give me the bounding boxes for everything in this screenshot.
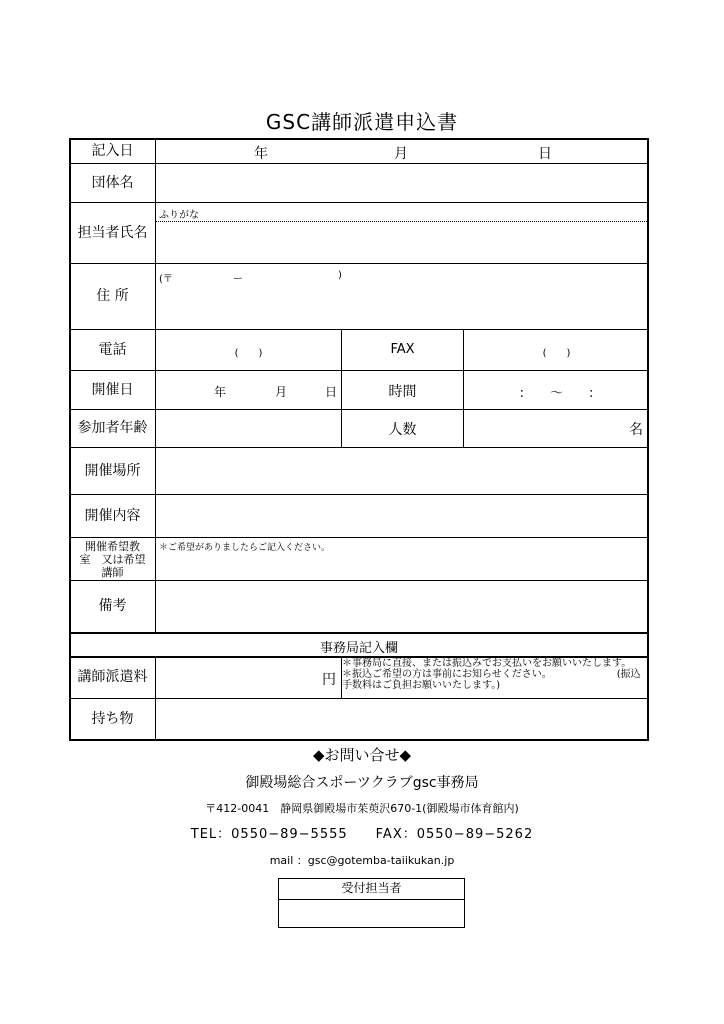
- date-year: 年: [254, 146, 268, 162]
- time-label: 時間: [388, 384, 417, 400]
- label-venue: 開催場所: [84, 462, 141, 479]
- label-address: 住 所: [96, 288, 129, 305]
- label-wish-line: 開催希望教: [85, 539, 140, 553]
- fax-paren: ( ): [542, 348, 571, 359]
- postal-open: (〒: [159, 274, 173, 285]
- postal-dash: ー: [233, 274, 243, 285]
- row-divider: [69, 329, 649, 330]
- wish-note: ＊ご希望がありましたらご記入ください。: [159, 543, 331, 553]
- label-wish-line: 講師: [101, 565, 124, 579]
- receiver-label: 受付担当者: [279, 879, 464, 900]
- count-label: 人数: [388, 422, 417, 438]
- fax-label: FAX: [390, 342, 415, 357]
- label-wish-line: 室 又は希望: [79, 552, 146, 566]
- fee-unit: 円: [322, 672, 336, 688]
- label-person: 担当者氏名: [77, 224, 148, 241]
- row-divider: [69, 537, 649, 538]
- organization-address: 〒412-0041 静岡県御殿場市茱萸沢670-1(御殿場市体育館内): [205, 802, 519, 815]
- label-wish: [69, 538, 156, 580]
- phone-paren: ( ): [234, 348, 263, 359]
- fee-payment-notice: ＊事務局に直接、または振込みでお支払いをお願いいたします。 ＊振込ご希望の方は事前にお知らせください。 (振込手数料はご負担お願いいたします。): [342, 658, 687, 691]
- count-unit: 名: [629, 422, 643, 438]
- label-belongings: 持ち物: [91, 711, 134, 728]
- label-date: 記入日: [91, 142, 134, 159]
- form-title: GSC講師派遣申込書: [265, 110, 459, 134]
- event-month: 月: [275, 385, 288, 399]
- label-fee: 講師派遣料: [77, 669, 148, 686]
- label-phone: 電話: [98, 341, 127, 358]
- row-divider: [69, 163, 649, 164]
- label-content: 開催内容: [84, 507, 141, 524]
- label-group: 団体名: [91, 174, 134, 191]
- row-divider: [69, 698, 649, 699]
- row-divider: [69, 447, 649, 448]
- date-month: 月: [394, 146, 408, 162]
- row-divider: [69, 632, 649, 634]
- time-format: : ～ :: [519, 386, 594, 401]
- date-day: 日: [538, 146, 552, 162]
- row-divider: [69, 370, 649, 371]
- receiver-box: [278, 878, 465, 928]
- furigana-label: ふりがな: [159, 210, 199, 221]
- organization-name: 御殿場総合スポーツクラブgsc事務局: [245, 775, 479, 791]
- row-divider: [69, 494, 649, 495]
- label-event-date: 開催日: [91, 381, 134, 398]
- label-age: 参加者年齢: [77, 420, 148, 437]
- inquiry-heading: ◆お問い合せ◆: [312, 746, 412, 764]
- postal-close: ): [338, 270, 342, 281]
- event-day: 日: [325, 385, 338, 399]
- office-use-header: 事務局記入欄: [319, 641, 398, 656]
- furigana-divider: [156, 221, 649, 222]
- row-divider: [69, 202, 649, 203]
- tel-fax: TEL：0550−89−5555 FAX：0550−89−5262: [190, 827, 534, 842]
- email: mail ：gsc@gotemba-taiikukan.jp: [269, 854, 455, 867]
- event-year: 年: [214, 385, 227, 399]
- row-divider: [69, 409, 649, 410]
- row-divider: [69, 263, 649, 264]
- row-divider: [69, 580, 649, 581]
- label-remarks: 備考: [98, 598, 127, 615]
